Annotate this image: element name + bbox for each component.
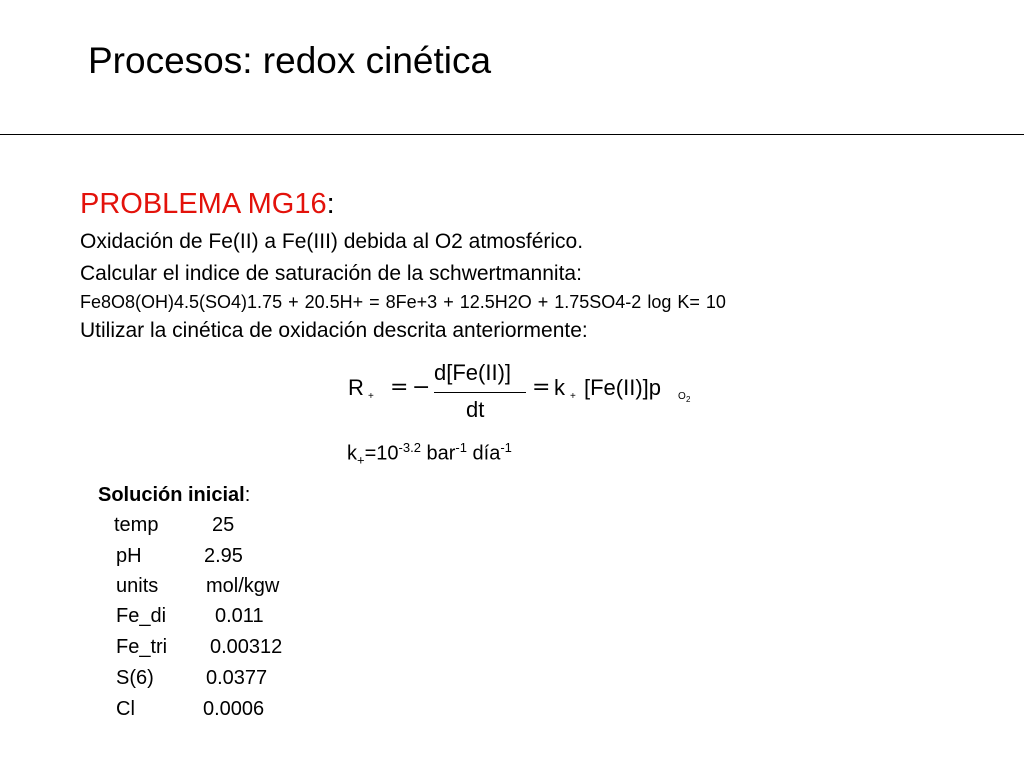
eq-rhs: [Fe(II)]p — [584, 375, 662, 400]
solution-row-units — [116, 575, 316, 601]
solution-value: 2.95 — [204, 545, 243, 567]
solution-key: temp — [114, 514, 159, 536]
solution-key: S(6) — [116, 667, 154, 689]
eq-equals-2: = — [532, 375, 551, 400]
rate-constant-bar-exponent: -1 — [455, 440, 467, 455]
rate-constant-k: k — [347, 442, 357, 465]
rate-constant-k-subscript: + — [357, 452, 365, 468]
solution-value: 0.00312 — [210, 636, 283, 658]
solution-value: 0.0377 — [206, 667, 268, 689]
eq-equals: = — [390, 375, 409, 400]
solution-value: 0.011 — [215, 605, 264, 627]
solution-row-cl — [116, 698, 316, 724]
eq-numerator: d[Fe(II)] — [434, 360, 512, 385]
solution-value: 0.0006 — [203, 698, 265, 720]
solution-row-temp — [114, 514, 314, 540]
solution-row-fe-di — [116, 605, 316, 631]
problem-heading-label: PROBLEMA MG16 — [80, 188, 327, 220]
eq-p-subscript-2: 2 — [686, 395, 691, 404]
eq-k-subscript: + — [570, 391, 576, 402]
solution-key: Fe_di — [116, 605, 167, 627]
rate-constant-value: =10 — [364, 442, 399, 465]
solution-value: mol/kgw — [206, 575, 280, 597]
solution-row-fe-tri — [116, 636, 316, 662]
solution-row-ph — [116, 545, 316, 571]
problem-heading — [80, 188, 335, 221]
problem-line-saturation: Calcular el indice de saturación de la schwertmannita: — [80, 262, 582, 285]
rate-constant — [347, 440, 512, 468]
solution-key: Fe_tri — [116, 636, 168, 658]
solution-key: units — [116, 575, 159, 597]
eq-k: k — [554, 375, 565, 400]
page-title: Procesos: redox cinética — [88, 40, 492, 81]
rate-constant-exponent: -3.2 — [398, 440, 421, 455]
eq-minus: − — [412, 375, 431, 400]
problem-line-oxidation: Oxidación de Fe(II) a Fe(III) debida al O2 atmosférico. — [80, 230, 584, 253]
solution-heading — [98, 484, 250, 507]
solution-heading-label: Solución inicial — [98, 484, 245, 506]
problem-heading-colon: : — [326, 188, 335, 220]
rate-constant-unit-day: día — [466, 442, 501, 465]
eq-R-subscript: + — [368, 391, 374, 402]
solution-value: 25 — [212, 514, 235, 536]
problem-line-kinetics: Utilizar la cinética de oxidación descrita anteriormente: — [80, 319, 588, 342]
rate-constant-day-exponent: -1 — [500, 440, 512, 455]
eq-denominator: dt — [466, 397, 485, 422]
solution-key: pH — [116, 545, 142, 567]
solution-heading-colon: : — [244, 484, 251, 506]
title-divider — [0, 134, 1024, 135]
problem-line-reaction: Fe8O8(OH)4.5(SO4)1.75 + 20.5H+ = 8Fe+3 + 12.5H2O + 1.75SO4-2 log K= 10 — [80, 292, 726, 312]
rate-equation — [348, 355, 718, 435]
solution-row-s6 — [116, 667, 316, 693]
eq-R: R — [348, 375, 364, 400]
solution-key: Cl — [116, 698, 135, 720]
eq-p-subscript: O — [678, 391, 686, 402]
eq-fraction-bar — [434, 392, 526, 393]
rate-constant-unit-bar: bar — [420, 442, 456, 465]
